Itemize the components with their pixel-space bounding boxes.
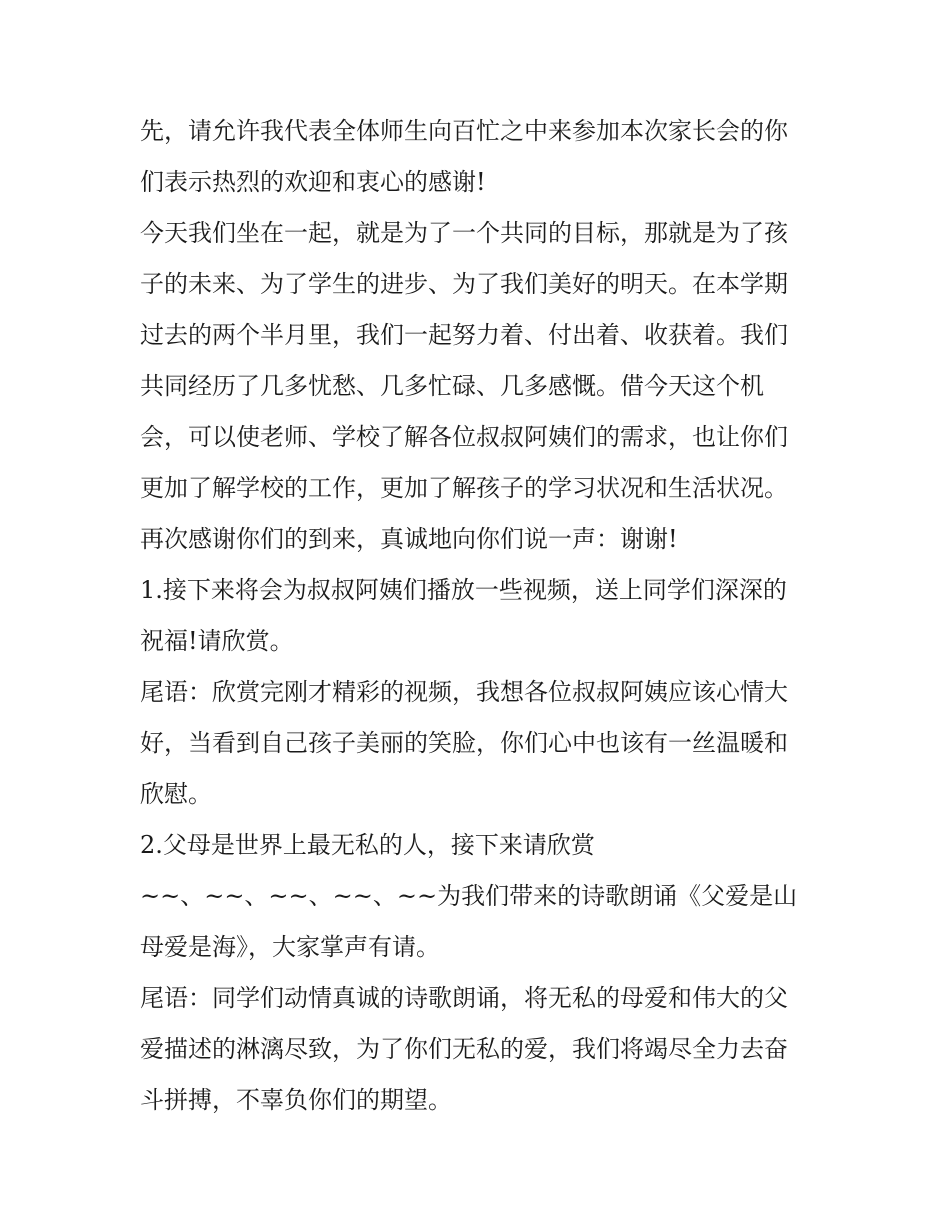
text-line: 再次感谢你们的到来，真诚地向你们说一声：谢谢! (140, 525, 678, 553)
text-line: 母爱是海》，大家掌声有请。 (140, 933, 440, 961)
text-line: 过去的两个半月里，我们一起努力着、付出着、收获着。我们 (140, 321, 788, 349)
text-line: 共同经历了几多忧愁、几多忙碌、几多感慨。借今天这个机 (140, 372, 764, 400)
text-line: 1.接下来将会为叔叔阿姨们播放一些视频，送上同学们深深的 (140, 576, 787, 604)
text-line: 今天我们坐在一起，就是为了一个共同的目标，那就是为了孩 (140, 219, 788, 247)
text-line: 好，当看到自己孩子美丽的笑脸，你们心中也该有一丝温暖和 (140, 729, 788, 757)
text-line: 们表示热烈的欢迎和衷心的感谢! (140, 168, 486, 196)
text-line: 更加了解学校的工作，更加了解孩子的学习状况和生活状况。 (140, 474, 788, 502)
text-line: 子的未来、为了学生的进步、为了我们美好的明天。在本学期 (140, 270, 788, 298)
text-line: 尾语：同学们动情真诚的诗歌朗诵，将无私的母爱和伟大的父 (140, 984, 788, 1012)
document-body (140, 106, 820, 1126)
text-line: 先，请允许我代表全体师生向百忙之中来参加本次家长会的你 (140, 117, 788, 145)
text-line: 祝福!请欣赏。 (140, 627, 294, 655)
text-line: 会，可以使老师、学校了解各位叔叔阿姨们的需求，也让你们 (140, 423, 788, 451)
text-line: ~~、~~、~~、~~、~~为我们带来的诗歌朗诵《父爱是山 (140, 882, 798, 910)
text-line: 爱描述的淋漓尽致，为了你们无私的爱，我们将竭尽全力去奋 (140, 1035, 788, 1063)
text-line: 2.父母是世界上最无私的人，接下来请欣赏 (140, 831, 595, 859)
text-line: 欣慰。 (140, 780, 212, 808)
text-line: 尾语：欣赏完刚才精彩的视频，我想各位叔叔阿姨应该心情大 (140, 678, 788, 706)
text-line: 斗拼搏，不辜负你们的期望。 (140, 1086, 452, 1114)
